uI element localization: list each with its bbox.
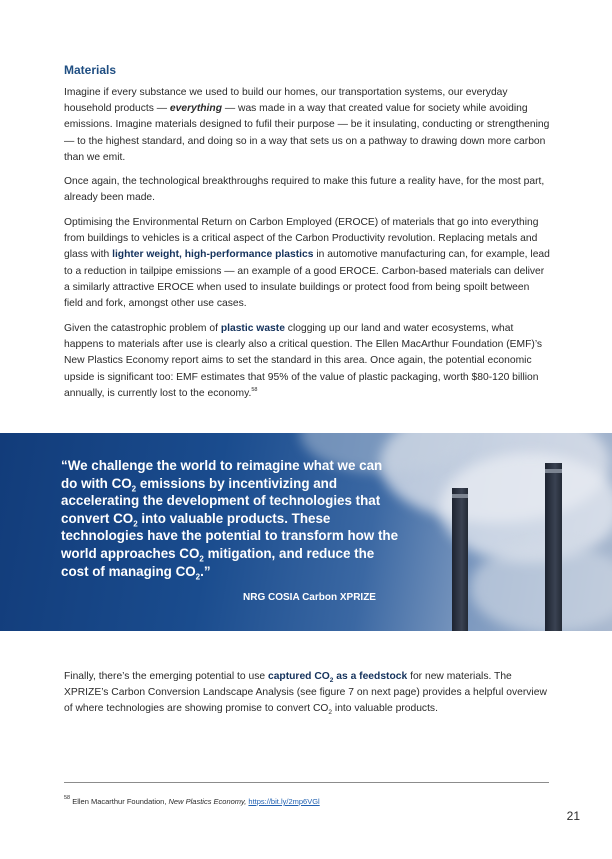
p3-text-a: Optimising the Environmental Return on Carbon Employed (EROCE) of materials that go into everything from buildings to vehicles is a critical aspect of the Carbon Productivity revolution. Replacing metals and glass with (64, 217, 539, 261)
body-paragraph-3 (64, 215, 550, 312)
p4-text-b: clogging up our land and water ecosystems, what happens to materials after use is clearly also a critical question. The Ellen MacArthur Foundation (EMF)’s New Plastics Economy report aims to set the standard in this area. Once again, the potential economic upside is significant too: EMF estimates that 95% of the value of plastic packaging, worth $80-120 billion annually, is currently lost to the economy. (64, 323, 543, 399)
smoke-plume (470, 543, 612, 631)
footnote-ref[interactable]: 58 (251, 386, 258, 393)
page-number: 21 (566, 809, 580, 823)
p1-text-b: — was made in a way that created value for society while avoiding emissions. Imagine materials designed to fufil their purpose — be it insulating, conducting or strengthening — to the highest standard, and doing so in a way that sets us on a pathway to drawing down more carbon than we emit. (64, 103, 550, 163)
p1-emphasis: everything (169, 103, 222, 115)
body-paragraph-2 (64, 174, 550, 206)
body-paragraph-1 (64, 85, 550, 166)
p4-highlight: plastic waste (220, 323, 285, 334)
footnote-divider (64, 782, 549, 783)
footnote-number: 58 (64, 795, 71, 801)
footnote-link[interactable]: https://bit.ly/2mp6VGl (248, 797, 320, 806)
p1-text-a: Imagine if every substance we used to build our homes, our transportation systems, our everyday household products — (64, 87, 508, 115)
p5-text-a: Finally, there’s the emerging potential to use (64, 671, 268, 682)
pull-quote: “We challenge the world to reimagine what we can do with $CO_2$ emissions by incentivizing and accelerating the development of technologies that convert $CO_2$ into valuable products. These technologies have the potential to transform how the world approaches $CO_2$ mitigation, and reduce the cost of managing $CO_2$.” (61, 458, 399, 582)
body-paragraph-5: Finally, there’s the emerging potential to use captured $CO_2$ as a feedstock for new materials. The XPRIZE’s Carbon Conversion Landscape Analysis (see figure 7 on next page) provides a helpful overview of where technologies are showing promise to convert $CO_2$ into valuable products. (64, 671, 547, 717)
body-paragraph-4 (64, 321, 550, 402)
p3-text-b: in automotive manufacturing can, for example, lead to a reduction in tailpipe emissions — an example of a good EROCE. Carbon-based materials can deliver a similarly attractive EROCE when used to insulate buildings or protect food from being spoilt between field and fork, amongst other use cases. (64, 249, 550, 310)
smokestack-right (545, 463, 562, 631)
p4-text-a: Given the catastrophic problem of (64, 323, 221, 334)
section-heading: Materials (64, 63, 117, 77)
footnote-title: New Plastics Economy, (168, 797, 247, 806)
smokestack-left (452, 488, 468, 631)
quote-banner (0, 433, 612, 631)
p5-text-b: for new materials. The XPRIZE’s Carbon Conversion Landscape Analysis (see figure 7 on next page) provides a helpful overview of where technologies are showing promise to convert CO (64, 671, 547, 715)
footnote: $^{58}$ Ellen Macarthur Foundation, New Plastics Economy, https://bit.ly/2mp6VGl (64, 795, 320, 806)
p5-text-c: into valuable products. (332, 703, 438, 715)
p5-highlight: captured $CO_2$ as a feedstock (267, 671, 408, 685)
p3-highlight: lighter weight, high-performance plastics (112, 249, 314, 261)
quote-attribution: NRG COSIA Carbon XPRIZE (243, 592, 376, 603)
p2-text: Once again, the technological breakthroughs required to make this future a reality have, for the most part, already been made. (64, 176, 545, 204)
